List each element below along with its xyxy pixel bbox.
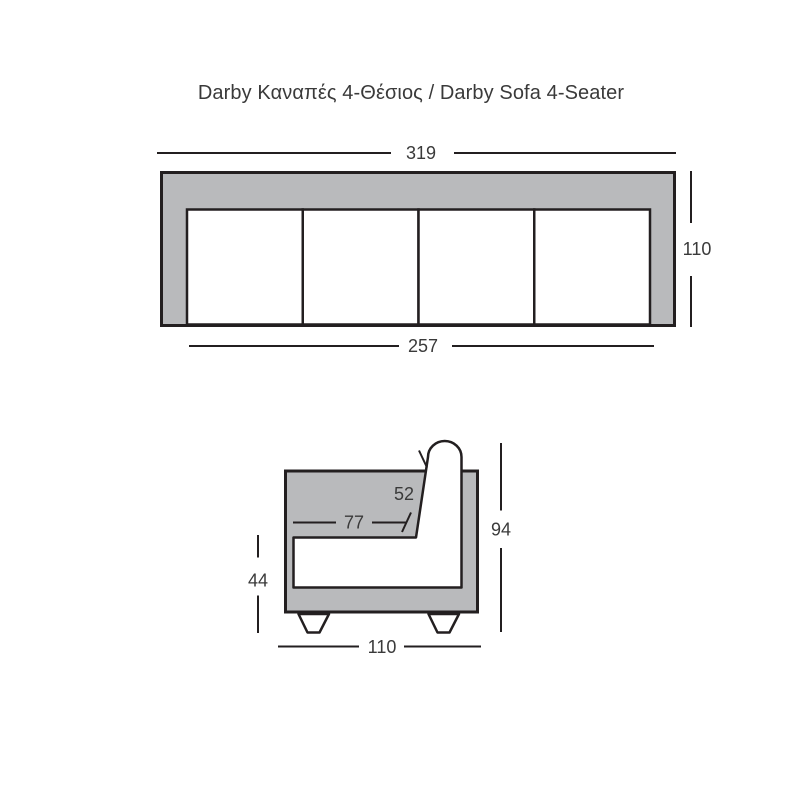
dim-height-label: 94 bbox=[490, 519, 512, 540]
top-view-diagram bbox=[0, 138, 800, 388]
dim-side-depth-label: 110 bbox=[367, 637, 397, 657]
sofa-leg-back bbox=[429, 614, 460, 633]
seat-cushion-2 bbox=[303, 210, 419, 325]
dim-seat-height-label: 44 bbox=[247, 570, 269, 591]
dim-backrest-tick-top bbox=[419, 451, 427, 468]
seat-cushion-4 bbox=[534, 210, 650, 325]
side-view-diagram bbox=[0, 420, 800, 680]
dim-seat-depth-label: 77 bbox=[343, 512, 365, 533]
product-title: Darby Καναπές 4-Θέσιος / Darby Sofa 4-Seater bbox=[197, 82, 625, 104]
dim-seat-width-label: 257 bbox=[407, 336, 439, 356]
sofa-leg-front bbox=[299, 614, 330, 633]
dim-overall-width-label: 319 bbox=[405, 143, 437, 163]
dim-backrest-label: 52 bbox=[393, 484, 415, 504]
seat-cushion-3 bbox=[419, 210, 535, 325]
dim-depth-label: 110 bbox=[682, 239, 712, 259]
seat-cushion-1 bbox=[187, 210, 303, 325]
